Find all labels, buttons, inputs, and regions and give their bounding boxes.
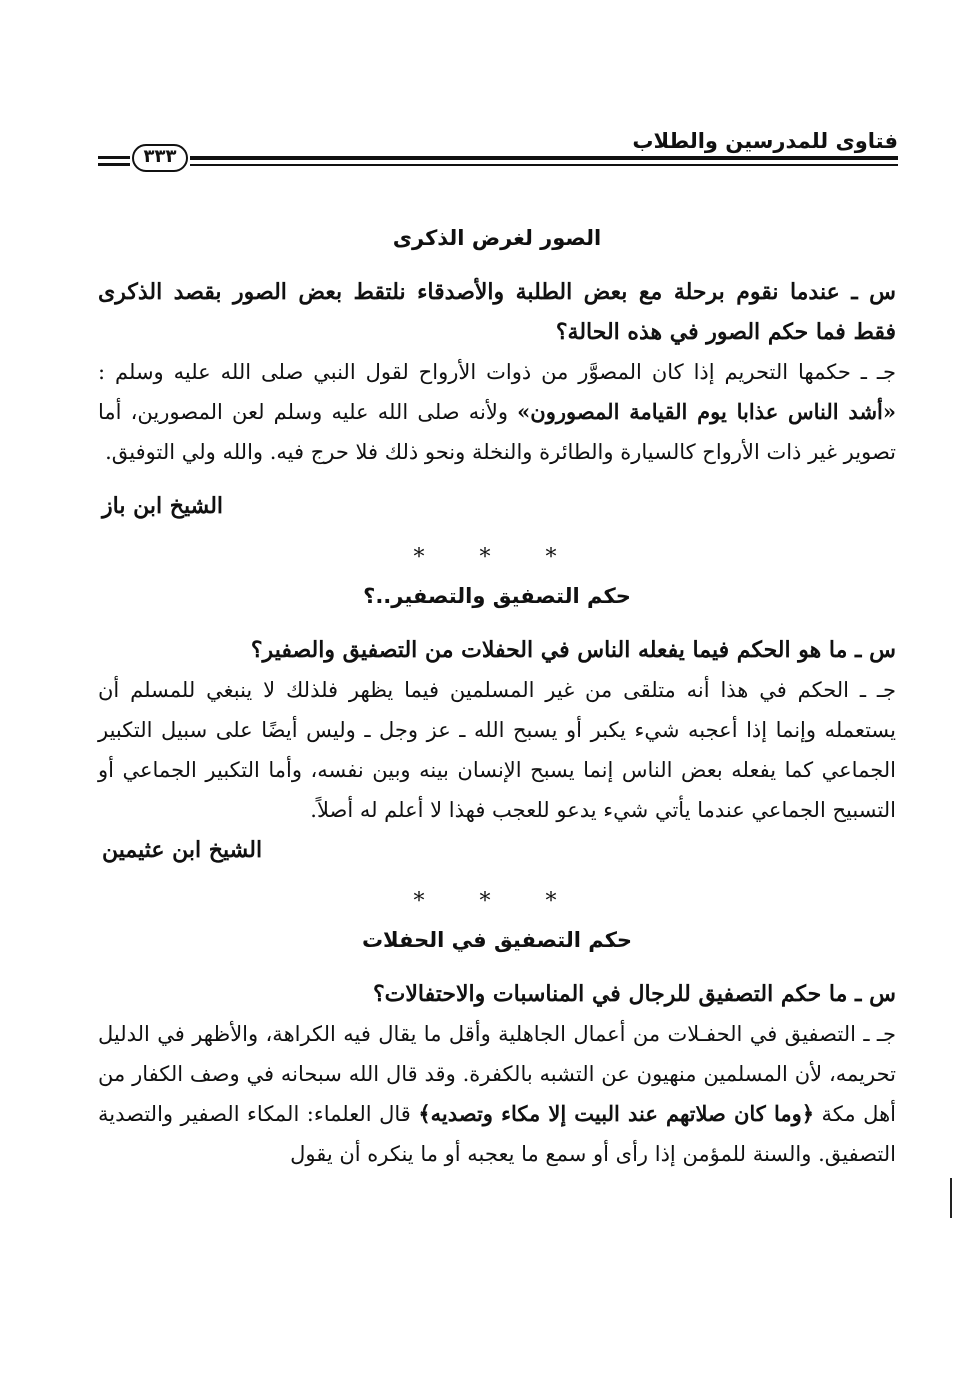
section-title: الصور لغرض الذكرى — [392, 226, 602, 250]
section-title: حكم التصفيق في الحفلات — [361, 928, 633, 952]
scholar-signature: الشيخ ابن باز — [102, 493, 224, 519]
question-text: س ـ ما حكم التصفيق للرجال في المناسبات والاحتفالات؟ — [372, 981, 896, 1007]
answer-text — [98, 1014, 896, 1174]
margin-mark — [950, 1178, 952, 1218]
question-text: س ـ ما هو الحكم فيما يفعله الناس في الحفلات من التصفيق والصفير؟ — [250, 637, 896, 663]
section-title: حكم التصفيق والتصفير..؟ — [363, 584, 631, 608]
page-header — [98, 126, 898, 176]
answer-part: ولأنه صلى الله عليه وسلم لعن المصورين، أما تصوير غير ذات الأرواح كالسيارة والطائرة والنخلة ونحو ذلك فلا حرج فيه. والله ولي التوفيق. — [98, 400, 896, 464]
header-rule-thin — [190, 164, 898, 166]
separator-stars: * * * — [413, 545, 581, 570]
answer-part: جـ ـ حكمها التحريم إذا كان المصوَّر من ذوات الأرواح لقول النبي صلى الله عليه وسلم : — [98, 360, 896, 384]
scholar-signature: الشيخ ابن عثيمين — [102, 837, 263, 863]
page-number: ٣٣٣ — [132, 144, 188, 172]
question-text: س ـ عندما نقوم برحلة مع بعض الطلبة والأصدقاء نلتقط بعض الصور بقصد الذكرى فقط فما حكم الصور في هذه الحالة؟ — [98, 279, 896, 345]
separator-stars: * * * — [413, 889, 581, 914]
header-rule-thick — [190, 156, 898, 160]
answer-part: قال العلماء: المكاء الصفير والتصدية التصفيق. والسنة للمؤمن إذا رأى أو سمع ما يعجبه أو ما ينكره أن يقول — [98, 1102, 896, 1166]
hadith-quote: «أشد الناس عذابا يوم القيامة المصورون» — [517, 399, 896, 424]
answer-part: جـ ـ التصفيق في الحفـلات من أعمال الجاهلية وأقل ما يقال فيه الكراهة، والأظهر في الدليل تحريمه، لأن المسلمين منهيون عن التشبه بالكفرة. وقد قال الله سبحانه في وصف الكفار من أهل مكة — [98, 1022, 896, 1126]
header-dash — [98, 163, 130, 166]
answer-text: جـ ـ الحكم في هذا أنه متلقى من غير المسلمين فيما يظهر فلذلك لا ينبغي للمسلم أن يستعمله وإنما إذا أعجبه شيء يكبر أو يسبح الله ـ عز وجل ـ وليس أيضًا على سبيل التكبير الجماعي كما يفعله بعض الناس إنما يسبح الإنسان بينه وبين نفسه، وأما التكبير الجماعي أو التسبيح الجماعي عندما يأتي شيء يدعو للعجب فهذا لا أعلم له أصلاً. — [98, 678, 896, 822]
header-dash — [98, 156, 130, 159]
book-title: فتاوى للمدرسين والطلاب — [632, 129, 898, 153]
page-content — [98, 218, 896, 1174]
answer-text — [98, 352, 896, 472]
quran-quote: ﴿وما كان صلاتهم عند البيت إلا مكاء وتصديه﴾ — [418, 1101, 815, 1126]
